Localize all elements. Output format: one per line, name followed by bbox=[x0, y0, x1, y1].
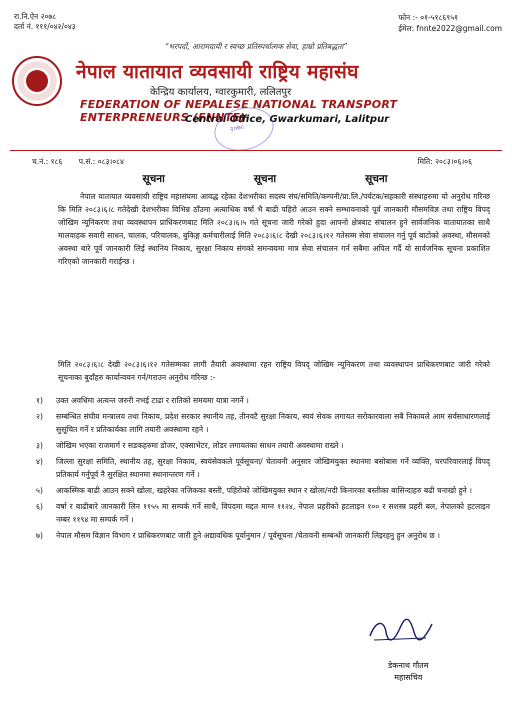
body-paragraph-1: नेपाल यातायात व्यवसायी राष्ट्रिय महासंघमा आवद्ध रहेका देशभरीका सदस्य संघ/समिति/कम्पनी/प्रा.लि./पर्यटक/सहकारी संस्थाहरुमा यो अनुरोध गरिन्छ कि मिति २०८३।६।८ गतेदेखी देशभरीका विभिन्न ठाँउमा अत्याधिक वर्षा भै बाढी पहिरो आउन सक्ने सम्भावनाको पूर्व जानकारी मौसमविज्ञ तथा राष्ट्रिय विपद् जोखिम न्यूनिकरण तथा व्यवस्थापन प्राधिकरणबाट मिति २०८३।६।५ गते सूचना जारी गरेको हुदा आफ्नो क्षेत्रबाट संचालन हुने सार्वजनिक यातायातका साथै मालवाहक सवारी साधन, चालक, परिचालक, बुकिङ्ग कर्मचारीलाई मिति २०८३।६।८ देखी २०८३।६।१२ गतेसम्म सेवा संचालन गर्नु पूर्व बाटोको अवस्था, मौसमको अवस्था बारे पूर्व जानकारी लिई स्थानिय निकाय, सुरक्षा निकाय संगको समन्वयमा मात्र सेवा संचालन गर्न सबैमा अपिल गर्दै यो सार्वजनिक सूचना प्रकाशित गरिएको जानकारी गराईन्छ । bbox=[58, 192, 490, 266]
item-text: जोखिम भएका राजमार्ग र सडकहरुमा डोजर, एक्साभेटर, लोडर लगायतका साधन तयारी अवस्थामा राख्ने । bbox=[56, 441, 344, 450]
notice-heading: सूचना bbox=[253, 173, 277, 185]
phone-number: फोन :- ०१-५१८६९५१ bbox=[398, 13, 459, 22]
signatory-title: महासचिव bbox=[394, 673, 423, 682]
header-divider bbox=[10, 150, 502, 151]
notice-date: मिति: २०८३।०६।०६ bbox=[417, 157, 472, 166]
list-item bbox=[36, 394, 490, 407]
item-number: ४) bbox=[36, 457, 43, 466]
reference-numbers bbox=[32, 157, 124, 167]
cha-number: च.नं.: १८६ bbox=[32, 157, 63, 166]
list-item bbox=[36, 529, 490, 542]
item-number: ५) bbox=[36, 486, 43, 495]
notice-heading: सूचना bbox=[142, 173, 165, 185]
item-number: २) bbox=[36, 412, 43, 421]
email-address: ईमेल: fnnte2022@gmail.com bbox=[398, 24, 502, 33]
signatory bbox=[388, 660, 429, 684]
registration-act: रा.नि.ऐन २०७८ bbox=[14, 12, 57, 21]
item-number: ३) bbox=[36, 441, 43, 450]
item-text: उक्त अवधिमा अत्यन्त जरुरी नभई टाढा र रातिको समयमा यात्रा नगर्ने । bbox=[56, 396, 249, 405]
item-text: आकस्मिक बाढी आउन सक्ने खोला, खहरेका नजिकका बस्ती, पहिरोको जोखिमयुक्त स्थान र खोला/नदी किनारका बस्तीका बासिन्दाहरु बढी चनाखो हुने । bbox=[56, 486, 473, 495]
body-paragraph-2: मिति २०८३।६।८ देखी २०८३।६।१२ गतेसम्मका लागी तैयारी अवस्थामा रहन राष्ट्रिय विपद् जोखिम न्यूनिकरण तथा व्यवस्थापन प्राधिकरणबाट जारी गरेको सूचनाका बुदाँहरु कार्यान्वयन गर्न/गराउन अनुरोध गरिन्छ :- bbox=[58, 360, 490, 382]
registration-number: दर्ता नं. १११/०४२/०४३ bbox=[14, 22, 76, 31]
item-text: जिल्ला सुरक्षा समिति, स्थानीय तह, सुरक्षा निकाय, स्वयंसेवकले पूर्वसूचना/ चेतावनी अनुसार जोखिमयुक्त स्थानमा बसोबास गर्ने व्यक्ति, घरपरिवारलाई विपद् प्रतिकार्य गर्नुपूर्व नै सुरक्षित स्थानमा स्थानान्तरण गर्ने । bbox=[56, 457, 490, 479]
instruction-list bbox=[36, 394, 490, 545]
office-english: Central Office, Gwarkumari, Lalitpur bbox=[185, 114, 390, 125]
notice-headings bbox=[0, 172, 512, 186]
list-item bbox=[36, 439, 490, 452]
org-name-nepali: नेपाल यातायात व्यवसायी राष्ट्रिय महासंघ bbox=[76, 61, 359, 83]
item-number: ७) bbox=[36, 531, 43, 540]
item-number: १) bbox=[36, 396, 43, 405]
item-text: नेपाल मौसम विज्ञान विभाग र प्राधिकरणबाट जारी हुने अद्यावधिक पूर्वानुमान / पूर्वसूचना /चेतावनी सम्बन्धी जानकारी लिइरहनु हुन अनुरोध छ । bbox=[56, 531, 440, 540]
list-item bbox=[36, 500, 490, 526]
federation-logo-icon bbox=[12, 56, 62, 106]
notice-heading: सूचना bbox=[365, 173, 388, 185]
item-number: ६) bbox=[36, 502, 43, 511]
registration-info bbox=[14, 12, 76, 32]
signatory-name: डेकनाथ गौतम bbox=[388, 661, 429, 670]
list-item bbox=[36, 455, 490, 481]
pa-number: प.सं.: ०८३।०८४ bbox=[78, 157, 124, 166]
motto: “भरपर्दो, आरामदायी र स्वच्छ प्रतिस्पर्धात्मक सेवा, हाम्रो प्रतिबद्धता” bbox=[164, 42, 348, 51]
office-nepali: केन्द्रिय कार्यालय, ग्वारकुमारी, ललितपुर bbox=[150, 87, 292, 98]
org-name-english: FEDERATION OF NEPALESE NATIONAL TRANSPORT ENTERPRENEURS (FNNTE) bbox=[80, 98, 398, 124]
stamp-year: २०७८ bbox=[229, 122, 246, 134]
logo-emblem-icon bbox=[26, 70, 48, 92]
item-text: वर्षा र बाढीबारे जानकारी लिन ११५५ मा सम्पर्क गर्ने साथै, विपदमा मद्दत माग्न ११२४, नेपाल प्रहरीको हटलाइन १०० र सशस्त्र प्रहरी बल, नेपालको हटलाइन नम्बर ११९४ मा सम्पर्क गर्ने । bbox=[56, 502, 490, 524]
item-text: सम्बन्धित संघीय मन्त्रालय तथा निकाय, प्रदेश सरकार स्थानीय तह, तीनवटै सुरक्षा निकाय, स्वयं सेवक लगायत सरोकारवाला सबै निकायले आम सर्वसाधारणलाई सुसूचित गर्ने र प्रतिकार्यका लागि तयारी अवस्थामा रहने । bbox=[56, 412, 490, 434]
signature-icon bbox=[366, 614, 436, 646]
list-item bbox=[36, 484, 490, 497]
contact-info bbox=[398, 12, 502, 34]
list-item bbox=[36, 410, 490, 436]
